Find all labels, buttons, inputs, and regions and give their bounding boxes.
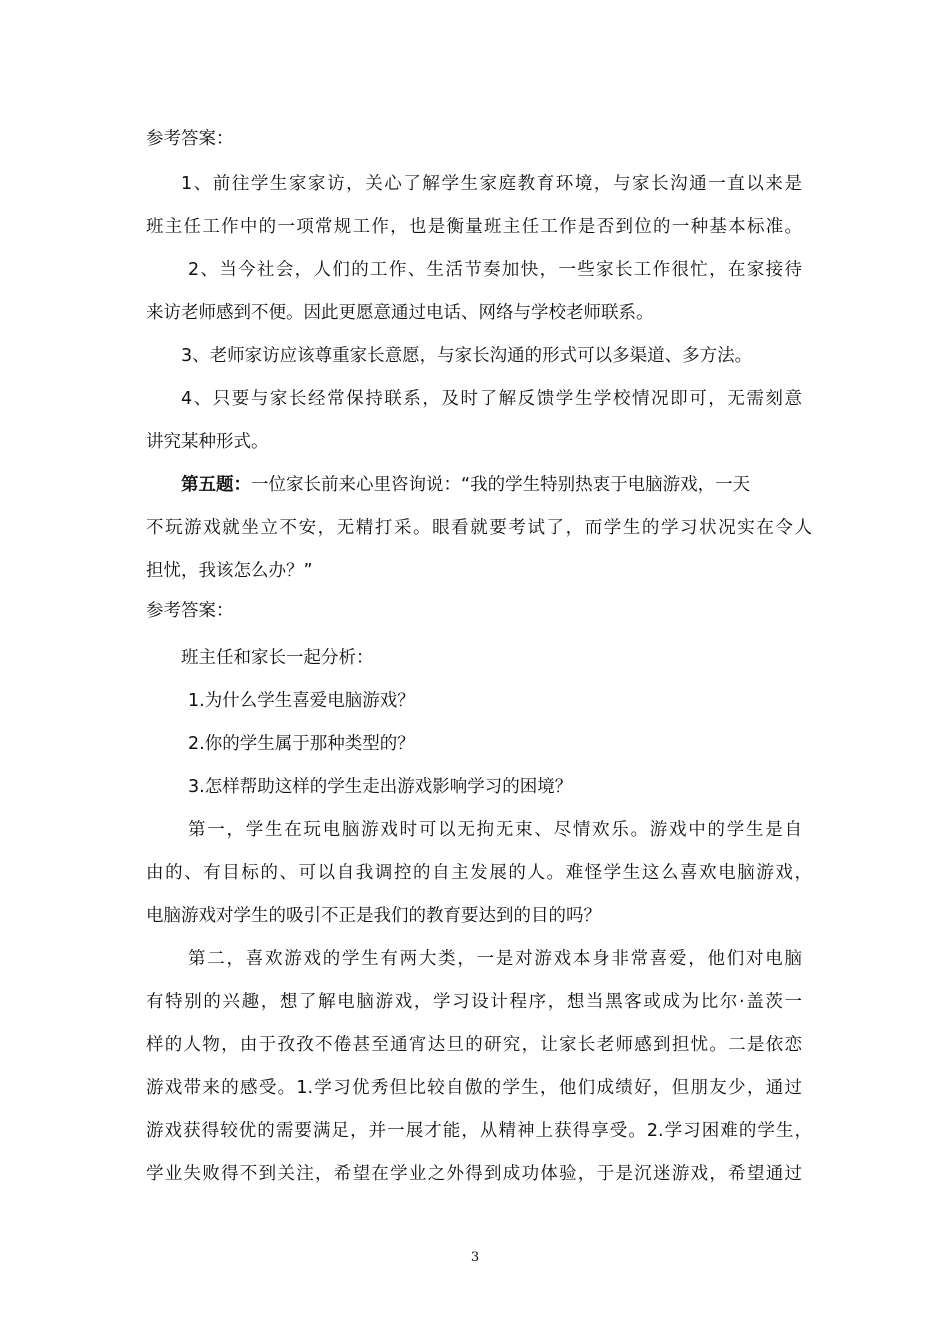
question-5-first-line [181,473,950,497]
analysis-question-3: 3.怎样帮助这样的学生走出游戏影响学习的困境？ [188,777,573,797]
second-point-line-3: 样的人物，由于孜孜不倦甚至通宵达旦的研究，让家长老师感到担忧。二是依恋 [146,1035,802,1055]
question-5-line-3: 担忧，我该怎么办？” [146,561,313,581]
first-point-line-2: 由的、有目标的、可以自我调控的自主发展的人。难怪学生这么喜欢电脑游戏， [146,863,812,883]
answer-item-2-line-2: 来访老师感到不便。因此更愿意通过电话、网络与学校老师联系。 [146,303,654,323]
second-point-line-1: 第二，喜欢游戏的学生有两大类，一是对游戏本身非常喜爱，他们对电脑 [188,949,802,969]
answer-heading: 参考答案： [146,129,234,149]
answer-item-3: 3、老师家访应该尊重家长意愿，与家长沟通的形式可以多渠道、多方法。 [181,346,753,366]
answer-item-2-line-1: 2、当今社会，人们的工作、生活节奏加快，一些家长工作很忙，在家接待 [188,260,802,280]
analysis-intro: 班主任和家长一起分析： [181,648,374,668]
answer-item-1-line-1: 1、前往学生家家访，关心了解学生家庭教育环境，与家长沟通一直以来是 [181,174,802,194]
question-5-line-2: 不玩游戏就坐立不安，无精打采。眼看就要考试了，而学生的学习状况实在令人 [146,518,812,538]
question-5-label: 第五题： [181,475,251,495]
answer-item-4-line-2: 讲究某种形式。 [146,432,269,452]
answer-heading-2: 参考答案： [146,601,234,621]
answer-item-4-line-1: 4、只要与家长经常保持联系，及时了解反馈学生学校情况即可，无需刻意 [181,389,802,409]
second-point-line-6: 学业失败得不到关注，希望在学业之外得到成功体验，于是沉迷游戏，希望通过 [146,1164,802,1184]
question-5-line-1: 一位家长前来心里咨询说：“我的学生特别热衷于电脑游戏，一天 [251,475,751,495]
page-number: 3 [470,1250,480,1265]
analysis-question-2: 2.你的学生属于那种类型的？ [188,734,415,754]
second-point-line-4: 游戏带来的感受。1.学习优秀但比较自傲的学生，他们成绩好，但朋友少，通过 [146,1078,802,1098]
analysis-question-1: 1.为什么学生喜爱电脑游戏？ [188,691,415,711]
second-point-line-2: 有特别的兴趣，想了解电脑游戏，学习设计程序，想当黑客或成为比尔·盖茨一 [146,992,802,1012]
answer-item-1-line-2: 班主任工作中的一项常规工作，也是衡量班主任工作是否到位的一种基本标准。 [146,217,802,237]
first-point-line-1: 第一，学生在玩电脑游戏时可以无拘无束、尽情欢乐。游戏中的学生是自 [188,820,802,840]
first-point-line-3: 电脑游戏对学生的吸引不正是我们的教育要达到的目的吗？ [146,906,601,926]
second-point-line-5: 游戏获得较优的需要满足，并一展才能，从精神上获得享受。2.学习困难的学生， [146,1121,812,1141]
